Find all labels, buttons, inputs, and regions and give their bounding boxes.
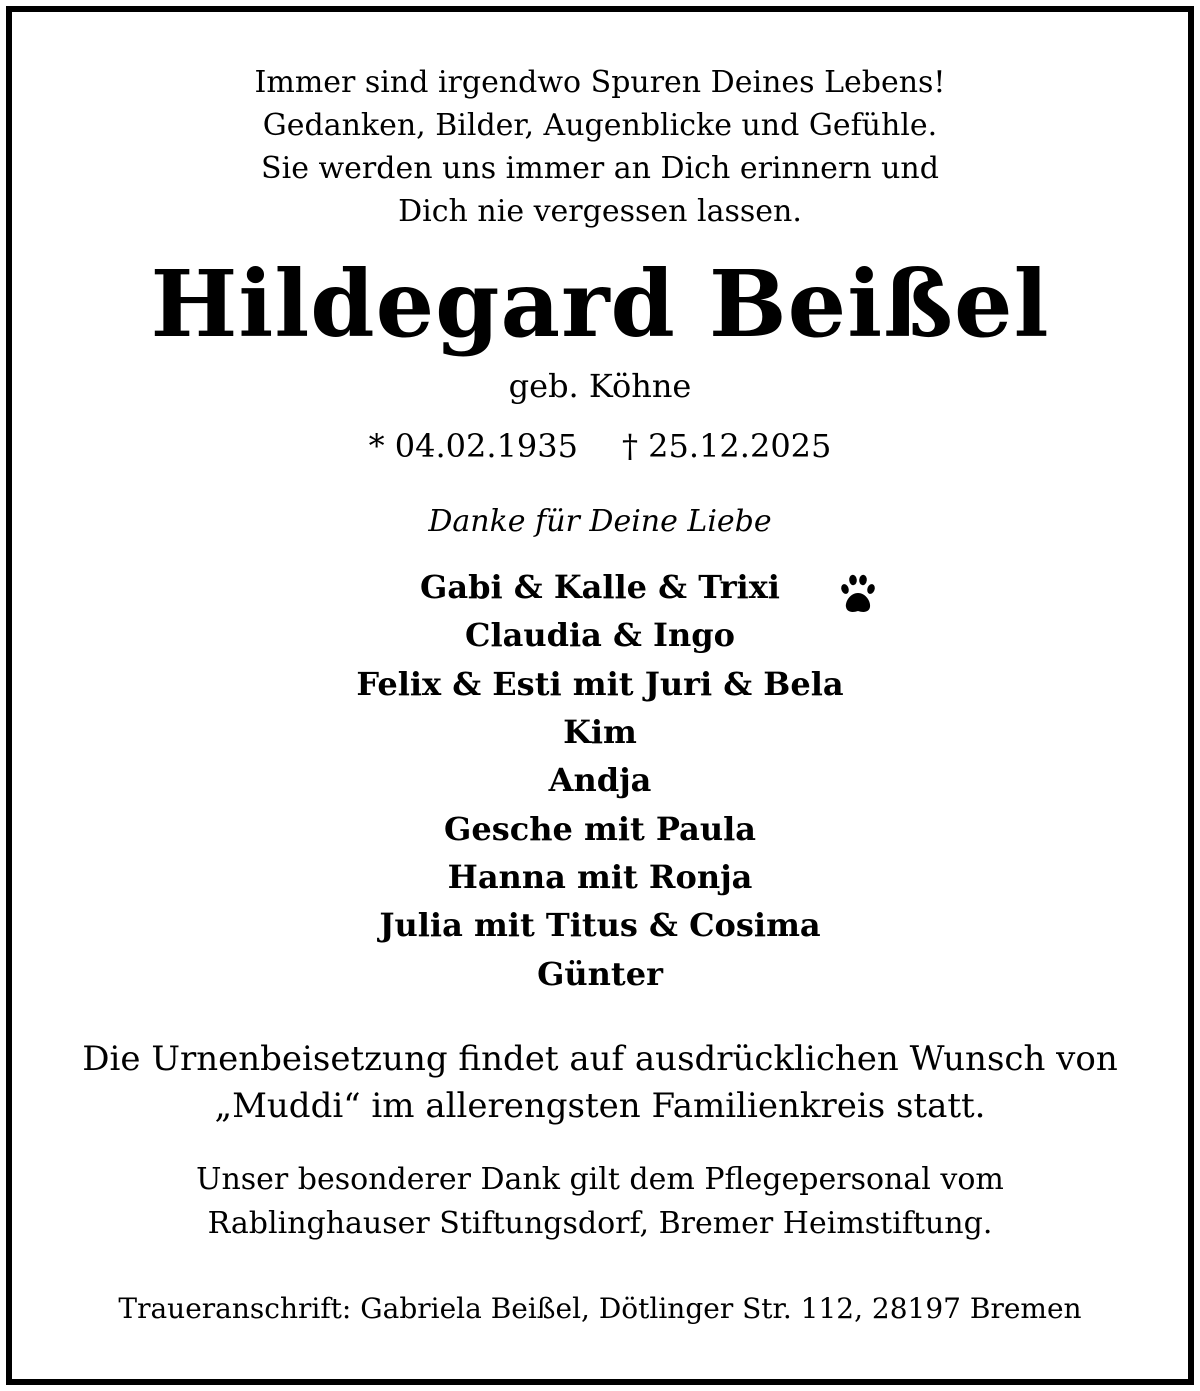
mourner-3: Felix & Esti mit Juri & Bela <box>356 665 844 703</box>
death-date: † 25.12.2025 <box>622 427 832 465</box>
gratitude-line-1: Unser besonderer Dank gilt dem Pflegepersonal vom <box>196 1162 1004 1197</box>
verse-line-4: Dich nie vergessen lassen. <box>398 194 802 229</box>
burial-notice-line-2: „Muddi“ im allerengsten Familienkreis statt. <box>214 1086 986 1126</box>
mourner-8: Julia mit Titus & Cosima <box>379 906 821 944</box>
burial-notice-line-1: Die Urnenbeisetzung findet auf ausdrücklichen Wunsch von <box>82 1039 1118 1079</box>
deceased-name: Hildegard Beißel <box>150 250 1050 358</box>
maiden-name: geb. Köhne <box>508 367 692 405</box>
mourner-1: Gabi & Kalle & Trixi <box>420 568 780 606</box>
mourner-4: Kim <box>563 713 637 751</box>
thanks-line: Danke für Deine Liebe <box>428 504 772 539</box>
mourner-5: Andja <box>548 761 652 799</box>
mourner-2: Claudia & Ingo <box>464 616 735 654</box>
life-dates <box>12 427 1188 465</box>
verse-line-2: Gedanken, Bilder, Augenblicke und Gefühle. <box>262 108 938 143</box>
gratitude-line-2: Rablinghauser Stiftungsdorf, Bremer Heimstiftung. <box>207 1206 993 1241</box>
mourner-6: Gesche mit Paula <box>444 810 756 848</box>
verse-line-1: Immer sind irgendwo Spuren Deines Lebens! <box>254 65 946 100</box>
paw-print-icon <box>838 572 878 616</box>
mourner-7: Hanna mit Ronja <box>447 858 753 896</box>
verse-line-3: Sie werden uns immer an Dich erinnern und <box>261 151 939 186</box>
mourner-9: Günter <box>537 955 663 993</box>
mourning-address: Traueranschrift: Gabriela Beißel, Dötlinger Str. 112, 28197 Bremen <box>118 1292 1082 1325</box>
birth-date: * 04.02.1935 <box>368 427 578 465</box>
obituary-frame <box>6 6 1194 1385</box>
